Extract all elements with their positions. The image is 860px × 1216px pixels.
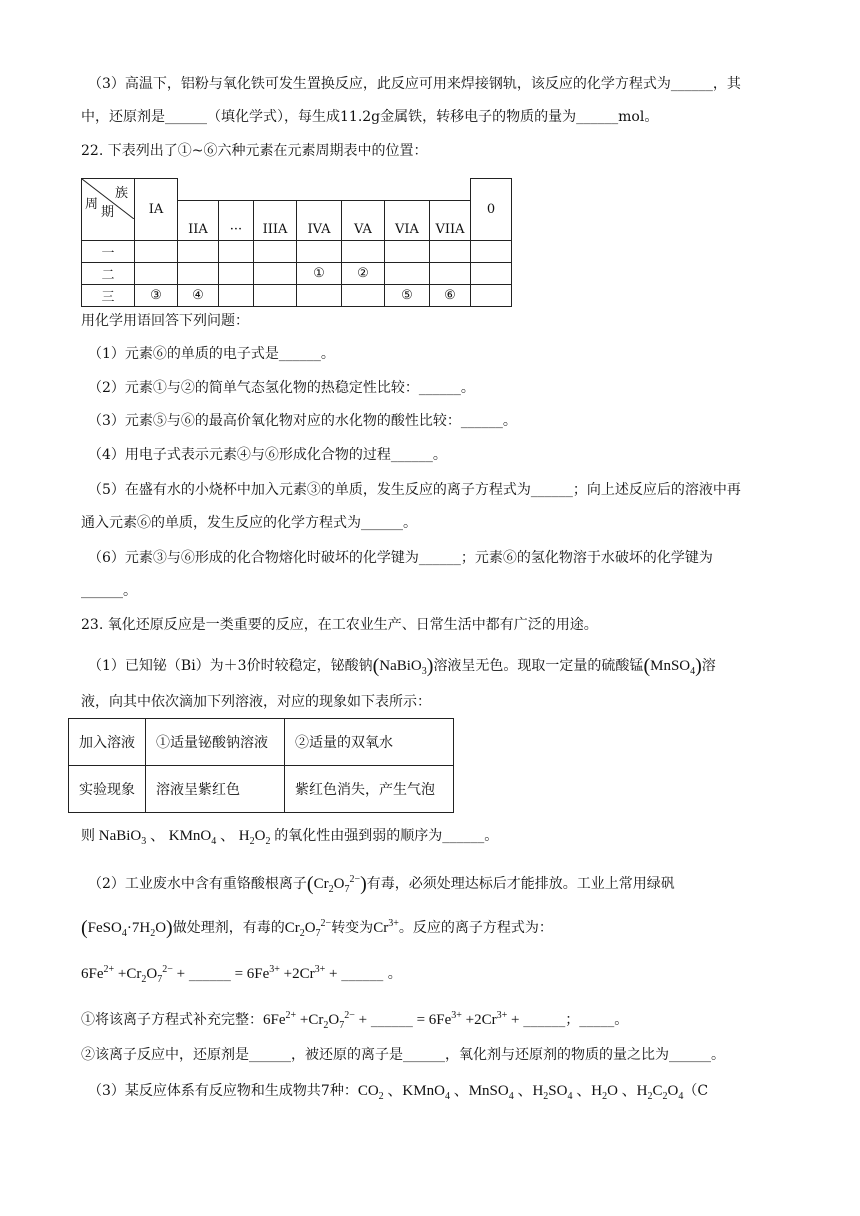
table-cell — [430, 240, 471, 262]
equation-rhs: = $6Fe^{3+} +2Cr^{3+}$ + — [230, 964, 342, 982]
table-cell: 实验现象 — [69, 766, 146, 813]
q23-p3 — [88, 1081, 708, 1107]
equation-rhs: = $6Fe^{3+} +2Cr^{3+}$ + — [412, 1010, 524, 1028]
q23-sub1-text: ①将该离子方程式补充完整： — [81, 1012, 263, 1028]
table-cell: ② — [342, 262, 385, 284]
table-cell — [135, 262, 178, 284]
table-cell: 加入溶液 — [69, 719, 146, 766]
q23-p3-tail: （C — [683, 1083, 709, 1099]
q23-p2-text-a: （2）工业废水中含有重铬酸根离子 — [88, 876, 307, 892]
q22-title: 22. 下表列出了①~⑥六种元素在元素周期表中的位置： — [81, 143, 428, 159]
q23-sub1-tail: ；_____。 — [565, 1012, 629, 1028]
period-label: 二 — [82, 262, 135, 284]
table-cell — [219, 284, 254, 306]
table-row — [69, 719, 454, 766]
formula-green-vitriol: $(FeSO_4\cdot 7H_2O)$ — [81, 917, 173, 939]
q23-p2-text-c: 做处理剂，有毒的 — [172, 920, 285, 936]
table-cell — [178, 240, 219, 262]
header-gap — [178, 179, 471, 201]
formula-sub: 4 — [690, 666, 696, 677]
table-cell — [135, 240, 178, 262]
q23-p2-text-e: 。反应的离子方程式为： — [398, 920, 553, 936]
q23-p2-text-d: 转变为 — [331, 920, 374, 936]
table-cell — [178, 262, 219, 284]
q23-sub2: ②该离子反应中，还原剂是______，被还原的离子是______，氧化剂与还原剂的物质的量之比为______。 — [81, 1047, 725, 1063]
corner-group-label: 族 — [114, 186, 128, 201]
experiment-table — [68, 718, 454, 813]
table-cell: ① — [297, 262, 342, 284]
q23-p1-line1 — [88, 656, 716, 682]
table-row — [82, 284, 512, 306]
table-cell — [297, 284, 342, 306]
q22-q5-line1: （5）在盛有水的小烧杯中加入元素③的单质，发生反应的离子方程式为______；向上述反应后的溶液中再 — [88, 482, 741, 498]
group-label: VA — [342, 200, 385, 240]
q23-p3-text: （3）某反应体系有反应物和生成物共7种： — [88, 1083, 358, 1099]
q21-3-line2: 中，还原剂是______（填化学式），每生成11.2g金属铁，转移电子的物质的量为______mol。 — [81, 109, 659, 125]
q23-p2-line2 — [81, 914, 553, 944]
table-cell — [342, 284, 385, 306]
period-label: 一 — [82, 240, 135, 262]
q23-p1-text-a: （1）已知铋（Bi）为＋3价时较稳定，铋酸钠 — [88, 658, 373, 674]
ionic-equation: $6Fe^{2+} +Cr_2O_7^{2-}$ + ______ = $6Fe^{3+} +2Cr^{3+}$ + ______ 。 — [81, 964, 402, 985]
table-cell: 溶液呈紫红色 — [146, 766, 285, 813]
table-cell — [385, 262, 430, 284]
table-cell — [254, 284, 297, 306]
table-cell — [471, 240, 512, 262]
formula-text: NaBiO — [379, 658, 422, 674]
formula-cr2o7-ion: $Cr_2O_7^{2-}$ — [284, 918, 332, 939]
q23-p1-line2: 液，向其中依次滴加下列溶液，对应的现象如下表所示： — [81, 694, 431, 710]
q23-order-suffix: 的氧化性由强到弱的顺序为______。 — [274, 828, 499, 844]
table-cell — [471, 284, 512, 306]
q21-3-line1: （3）高温下，铝粉与氧化铁可发生置换反应，此反应可用来焊接钢轨，该反应的化学方程式为______，其 — [88, 76, 741, 92]
corner-period-label: 周 — [85, 197, 99, 212]
q23-title: 23. 氧化还原反应是一类重要的反应，在工农业生产、日常生活中都有广泛的用途。 — [81, 617, 598, 633]
q23-p1-text-c: 溶 — [701, 658, 716, 674]
table-cell: ③ — [135, 284, 178, 306]
table-cell — [385, 240, 430, 262]
group-label: VIA — [385, 200, 430, 240]
table-cell: ④ — [178, 284, 219, 306]
q22-q3: （3）元素⑤与⑥的最高价氧化物对应的水化物的酸性比较：______。 — [88, 413, 517, 429]
period-label: 三 — [82, 284, 135, 306]
equation-blank: ______ — [370, 1012, 413, 1028]
q23-p2-text-b: 有毒，必须处理达标后才能排放。工业上常用绿矾 — [366, 876, 675, 892]
group-label: IVA — [297, 200, 342, 240]
corner-period-label2: 期 — [101, 205, 115, 220]
group-label: VIIA — [430, 200, 471, 240]
q22-q4: （4）用电子式表示元素④与⑥形成化合物的过程______。 — [88, 447, 447, 463]
q23-sub1 — [81, 1006, 628, 1036]
q22-q6-line2: ______。 — [81, 583, 137, 599]
formula-cr3: $Cr^{3+}$ — [373, 918, 399, 936]
table-cell — [219, 240, 254, 262]
formula-sub: 3 — [421, 666, 427, 677]
table-cell: ⑥ — [430, 284, 471, 306]
table-cell — [254, 262, 297, 284]
table-cell — [342, 240, 385, 262]
table-cell: ①适量铋酸钠溶液 — [146, 719, 285, 766]
table-cell: 紫红色消失，产生气泡 — [285, 766, 454, 813]
q22-intro: 用化学用语回答下列问题： — [81, 313, 249, 329]
table-row — [82, 262, 512, 284]
formula-nabio3: (NaBiO$_3$) — [372, 655, 434, 677]
equation-lhs: $6Fe^{2+} +Cr_2O_7^{2-}$ + — [263, 1010, 371, 1031]
table-cell — [430, 262, 471, 284]
formula-list: NaBiO$_3$ 、 KMnO$_4$ 、 $H_2O_2$ — [95, 828, 271, 847]
q22-q1: （1）元素⑥的单质的电子式是______。 — [88, 346, 335, 362]
equation-lhs: $6Fe^{2+} +Cr_2O_7^{2-}$ + — [81, 964, 189, 985]
periodic-table — [81, 178, 512, 307]
table-cell — [297, 240, 342, 262]
formula-text: MnSO — [650, 658, 691, 674]
equation-blank: ______ — [188, 966, 231, 982]
formula-species: $CO_2$ 、KMnO$_4$ 、MnSO$_4$ 、$H_2SO_4$ 、$H_2O$ 、$H_2C_2O_4$ — [357, 1083, 684, 1102]
group-label: IIA — [178, 200, 219, 240]
equation-blank: ______ — [523, 1012, 566, 1028]
formula-cr2o7: $(Cr_2O_7^{2-})$ — [306, 873, 367, 895]
table-cell: ②适量的双氧水 — [285, 719, 454, 766]
q22-q6-line1: （6）元素③与⑥形成的化合物熔化时破坏的化学键为______；元素⑥的氢化物溶于水破坏的化学键为 — [88, 550, 713, 566]
q23-order-prefix: 则 — [81, 828, 95, 844]
table-cell — [219, 262, 254, 284]
table-cell — [471, 262, 512, 284]
header-0: 0 — [471, 179, 512, 241]
table-row — [69, 766, 454, 813]
equation-blank: ______ — [341, 966, 384, 982]
group-label: IIIA — [254, 200, 297, 240]
formula-mnso4: (MnSO$_4$) — [643, 655, 702, 677]
q22-q5-line2: 通入元素⑥的单质，发生反应的化学方程式为______。 — [81, 515, 417, 531]
table-corner-cell — [82, 179, 135, 241]
q23-p1-text-b: 溶液呈无色。现取一定量的硫酸锰 — [433, 658, 644, 674]
group-label: ··· — [219, 200, 254, 240]
table-cell: ⑤ — [385, 284, 430, 306]
table-cell — [254, 240, 297, 262]
table-row — [82, 240, 512, 262]
q23-order-line — [81, 826, 498, 852]
q23-p2-line1 — [88, 870, 675, 900]
header-IA: IA — [135, 179, 178, 241]
q22-q2: （2）元素①与②的简单气态氢化物的热稳定性比较：______。 — [88, 380, 475, 396]
